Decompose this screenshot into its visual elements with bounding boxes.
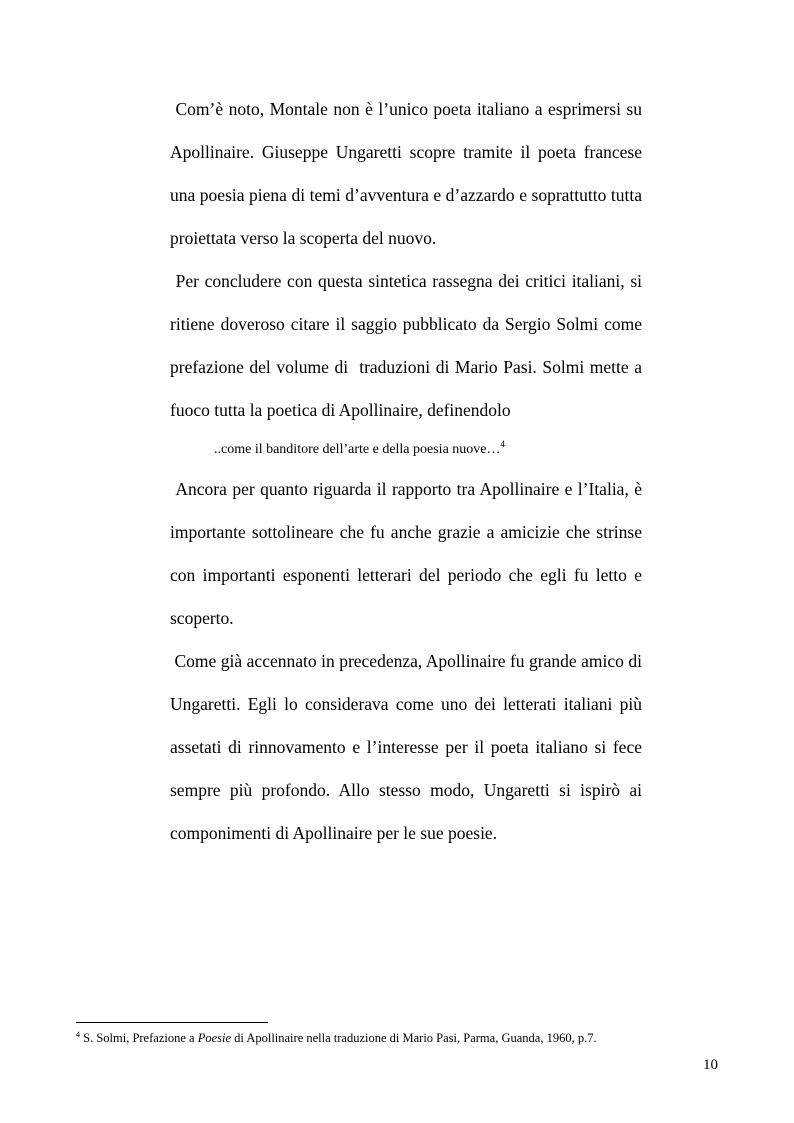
body-text bbox=[170, 88, 642, 855]
paragraph-ungaretti: Come già accennato in precedenza, Apollinaire fu grande amico di Ungaretti. Egli lo considerava come uno dei letterati italiani più assetati di rinnovamento e l’interesse per il poeta italiano si fece sempre più profondo. Allo stesso modo, Ungaretti si ispirò ai componimenti di Apollinaire per le sue poesie. bbox=[170, 651, 642, 843]
block-quote bbox=[214, 432, 642, 468]
footnote-reference[interactable]: 4 bbox=[500, 439, 506, 449]
paragraph-montale: Com’è noto, Montale non è l’unico poeta italiano a esprimersi su Apollinaire. Giuseppe Ungaretti scopre tramite il poeta francese una poesia piena di temi d’avventura e d’azzardo e soprattutto tutta proiettata verso la scoperta del nuovo. bbox=[170, 99, 642, 248]
paragraph-solmi: Per concludere con questa sintetica rassegna dei critici italiani, si ritiene doveroso citare il saggio pubblicato da Sergio Solmi come prefazione del volume di traduzioni di Mario Pasi. Solmi mette a fuoco tutta la poetica di Apollinaire, definendolo bbox=[170, 271, 642, 420]
footnote-text-after: di Apollinaire nella traduzione di Mario Pasi, Parma, Guanda, 1960, p.7. bbox=[231, 1031, 597, 1045]
page-number: 10 bbox=[703, 1057, 718, 1073]
quote-text: ..come il banditore dell’arte e della poesia nuove… bbox=[214, 442, 501, 457]
footnote-separator bbox=[76, 1022, 268, 1023]
footnote-text-before: S. Solmi, Prefazione a bbox=[80, 1031, 198, 1045]
footnote-title: Poesie bbox=[197, 1031, 232, 1045]
footnote-number: 4 bbox=[76, 1030, 80, 1039]
footnote bbox=[76, 1030, 716, 1046]
paragraph-italia: Ancora per quanto riguarda il rapporto tra Apollinaire e l’Italia, è importante sottolineare che fu anche grazie a amicizie che strinse con importanti esponenti letterari del periodo che egli fu letto e scoperto. bbox=[170, 479, 642, 628]
